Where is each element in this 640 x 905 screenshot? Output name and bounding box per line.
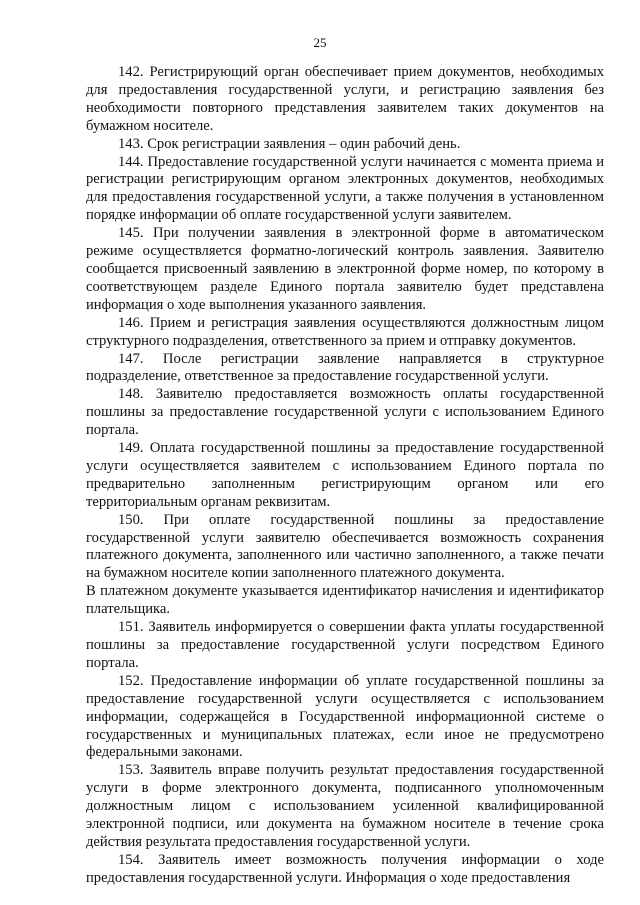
paragraph-153: 153. Заявитель вправе получить результат предоставления государственной услуги в форме электронного документа, подписанного уполномоченным должностным лицом с использованием усиленной квалифицированной электронной подписи, или документа на бумажном носителе в течение срока действия результата предоставления государственной услуги.	[86, 762, 604, 850]
paragraph-145: 145. При получении заявления в электронной форме в автоматическом режиме осуществляется форматно-логический контроль заявления. Заявителю сообщается присвоенный заявлению в электронной форме номер, по которому в соответствующем разделе Единого портала заявителю будет представлена информация о ходе выполнения указанного заявления.	[86, 225, 604, 313]
page-number: 25	[313, 35, 327, 50]
paragraph-154: 154. Заявитель имеет возможность получения информации о ходе предоставления государственной услуги. Информация о ходе предоставления	[86, 851, 604, 886]
paragraph-151: 151. Заявитель информируется о совершении факта уплаты государственной пошлины за предоставление государственной услуги посредством Единого портала.	[86, 619, 604, 671]
document-body	[86, 64, 604, 888]
paragraph-150: 150. При оплате государственной пошлины за предоставление государственной услуги заявителю обеспечивается возможность сохранения платежного документа, заполненного или частично заполненного, а также печати на бумажном носителе копии заполненного платежного документа.	[86, 511, 604, 582]
paragraph-148: 148. Заявителю предоставляется возможность оплаты государственной пошлины за предоставление государственной услуги с использованием Единого портала.	[86, 386, 604, 439]
paragraph-144: 144. Предоставление государственной услуги начинается с момента приема и регистрации регистрирующим органом электронных документов, необходимых для предоставления государственной услуги, а также получения в установленном порядке информации об оплате государственной услуги заявителем.	[86, 153, 604, 224]
paragraph-152: 152. Предоставление информации об уплате государственной пошлины за предоставление государственной услуги осуществляется с использованием информации, содержащейся в Государственной информационной системе о государственных и муниципальных платежах, если иное не предусмотрено федеральными законами.	[86, 672, 604, 761]
paragraph-142: 142. Регистрирующий орган обеспечивает прием документов, необходимых для предоставления государственной услуги, и регистрацию заявления без необходимости повторного представления заявителем таких документов на бумажном носителе.	[86, 64, 604, 134]
paragraph-147: 147. После регистрации заявление направляется в структурное подразделение, ответственное за предоставление государственной услуги.	[86, 350, 604, 385]
paragraph-payment-document: В платежном документе указывается идентификатор начисления и идентификатор плательщика.	[86, 583, 604, 618]
paragraph-143: 143. Срок регистрации заявления – один рабочий день.	[118, 135, 461, 152]
paragraph-146: 146. Прием и регистрация заявления осуществляются должностным лицом структурного подразделения, ответственного за прием и отправку документов.	[86, 314, 604, 349]
paragraph-149: 149. Оплата государственной пошлины за предоставление государственной услуги осуществляется заявителем с использованием Единого портала по предварительно заполненным регистрирующим органом или его территориальным органам реквизитам.	[86, 440, 604, 510]
